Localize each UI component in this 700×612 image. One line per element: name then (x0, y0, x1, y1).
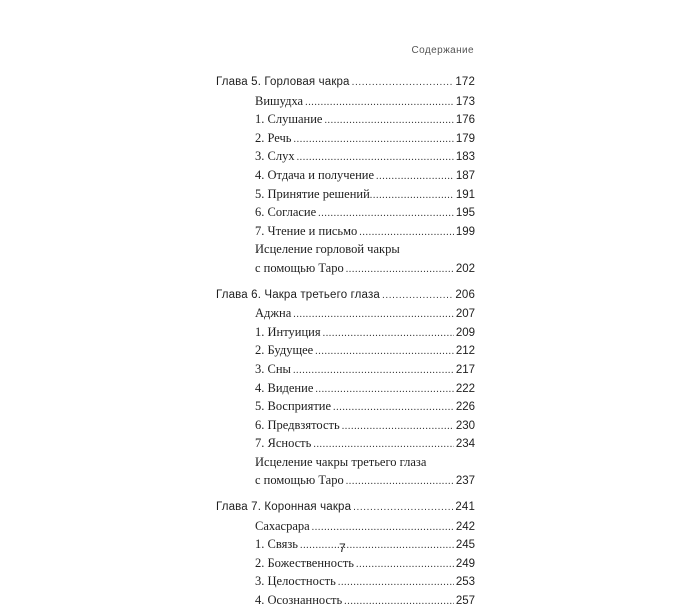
toc-entry[interactable] (216, 591, 475, 610)
dot-leader (338, 574, 454, 593)
page-number: 249 (455, 557, 475, 570)
page-number: 241 (455, 501, 475, 514)
entry-label: 2. Будущее (255, 343, 314, 358)
entry-label: 2. Речь (255, 130, 292, 145)
toc-chapter-heading[interactable] (216, 498, 475, 517)
page-number: 202 (455, 262, 475, 275)
page-number: 230 (455, 419, 475, 432)
entry-label: 3. Слух (255, 149, 295, 164)
toc-entry[interactable] (216, 304, 475, 323)
dot-leader (333, 399, 454, 418)
page-number: 173 (455, 95, 475, 108)
toc-entry[interactable] (216, 147, 475, 166)
toc-entry[interactable] (216, 185, 475, 204)
toc-entry[interactable] (216, 323, 475, 342)
toc-entry-healing[interactable] (216, 240, 475, 277)
toc-entry[interactable] (216, 222, 475, 241)
page-number: 187 (455, 169, 475, 182)
toc-chapter-heading[interactable] (216, 73, 475, 92)
running-head: Содержание (411, 45, 474, 56)
toc-entry[interactable] (216, 166, 475, 185)
dot-leader (315, 381, 453, 400)
dot-leader (293, 362, 454, 381)
toc-entry[interactable] (216, 434, 475, 453)
page-number: 257 (455, 595, 475, 608)
toc-entry[interactable] (216, 92, 475, 111)
dot-leader (344, 593, 454, 612)
entry-label: 5. Восприятие (255, 399, 332, 414)
chapter-title: Глава 7. Коронная чакра (216, 501, 352, 514)
page-number: 176 (455, 114, 475, 127)
entry-label: 4. Отдача и получение (255, 167, 375, 182)
page-number: 245 (455, 539, 475, 552)
entry-label: Сахасрара (255, 518, 310, 533)
dot-leader (294, 131, 454, 150)
entry-label: 1. Интуиция (255, 324, 321, 339)
dot-leader (305, 94, 454, 113)
dot-leader (376, 168, 454, 187)
dot-leader (356, 556, 454, 575)
toc-entry[interactable] (216, 416, 475, 435)
entry-label-line2: с помощью Таро (255, 260, 344, 275)
chapter-title: Глава 5. Горловая чакра (216, 76, 350, 88)
entry-label: Вишудха (255, 93, 304, 108)
page-number: 183 (455, 151, 475, 164)
dot-leader (352, 74, 454, 93)
toc-entry[interactable] (216, 379, 475, 398)
dot-leader (346, 473, 454, 492)
entry-label: 4. Осознанность (255, 593, 343, 608)
entry-label: 1. Слушание (255, 112, 323, 127)
page-number: 217 (455, 363, 475, 376)
toc-chapter-5 (216, 73, 475, 278)
page-number: 222 (455, 382, 475, 395)
dot-leader (324, 112, 453, 131)
entry-label: 7. Чтение и письмо (255, 223, 358, 238)
page-number: 242 (455, 520, 475, 533)
page-number: 191 (455, 188, 475, 201)
toc-entry[interactable] (216, 517, 475, 536)
entry-label: 3. Сны (255, 361, 291, 376)
entry-label: 3. Целостность (255, 574, 336, 589)
dot-leader (370, 187, 454, 206)
toc-chapter-6 (216, 286, 475, 491)
toc-entry[interactable] (216, 554, 475, 573)
toc-entry-healing[interactable] (216, 453, 475, 490)
page-number: 195 (455, 207, 475, 220)
toc-chapter-heading[interactable] (216, 286, 475, 305)
page-number: 209 (455, 326, 475, 339)
table-of-contents (216, 73, 475, 610)
page-number: 234 (455, 438, 475, 451)
entry-label: 6. Предвзятость (255, 417, 340, 432)
page-number: 237 (455, 475, 475, 488)
page-number: 212 (455, 345, 475, 358)
toc-entry[interactable] (216, 572, 475, 591)
dot-leader (382, 287, 453, 306)
entry-label: 7. Ясность (255, 436, 312, 451)
dot-leader (342, 418, 454, 437)
entry-label: 1. Связь (255, 537, 298, 552)
page-number: 207 (455, 308, 475, 321)
toc-entry[interactable] (216, 110, 475, 129)
entry-label-line1: Исцеление чакры третьего глаза (255, 454, 427, 469)
dot-leader (346, 261, 454, 280)
entry-label: Аджна (255, 306, 292, 321)
dot-leader (323, 325, 454, 344)
entry-label-line1: Исцеление горловой чакры (255, 242, 400, 257)
entry-label: 6. Согласие (255, 205, 317, 220)
toc-entry[interactable] (216, 360, 475, 379)
entry-label: 4. Видение (255, 380, 314, 395)
entry-label: 5. Принятие решений (255, 186, 370, 201)
toc-entry[interactable] (216, 397, 475, 416)
page-number: 179 (455, 132, 475, 145)
page-folio: 7 (339, 541, 346, 555)
entry-label-line2: с помощью Таро (255, 473, 344, 488)
dot-leader (315, 343, 454, 362)
page-number: 199 (455, 225, 475, 238)
chapter-title: Глава 6. Чакра третьего глаза (216, 288, 380, 301)
page-number: 253 (455, 576, 475, 589)
toc-entry[interactable] (216, 203, 475, 222)
toc-entry[interactable] (216, 129, 475, 148)
entry-label: 2. Божественность (255, 555, 354, 570)
dot-leader (353, 499, 453, 518)
page-number: 226 (455, 401, 475, 414)
page-number: 206 (455, 288, 475, 301)
dot-leader (312, 519, 454, 538)
page-number: 172 (455, 76, 475, 88)
toc-entry[interactable] (216, 341, 475, 360)
